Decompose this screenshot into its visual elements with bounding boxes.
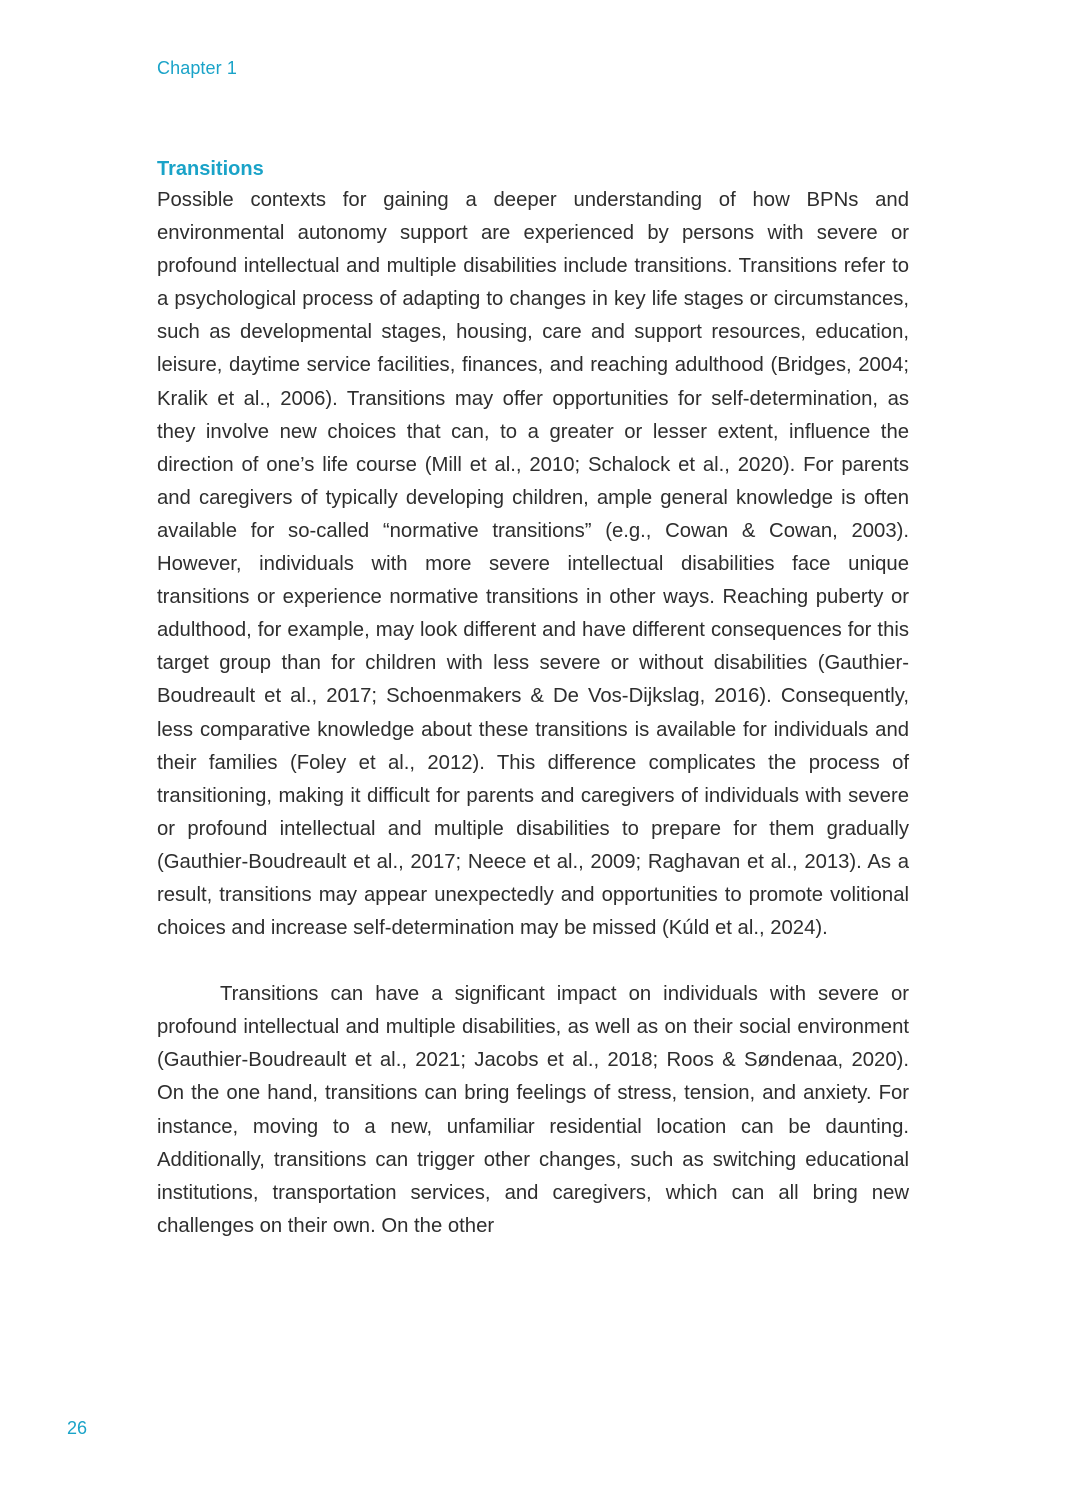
body-paragraph-1: Possible contexts for gaining a deeper understanding of how BPNs and environmental autonomy support are experienced by persons with severe or profound intellectual and multiple disabilities include transitions. Transitions refer to a psychological process of adapting to changes in key life stages or circumstances, such as developmental stages, housing, care and support resources, education, leisure, daytime service facilities, finances, and reaching adulthood (Bridges, 2004; Kralik et al., 2006). Transitions may offer opportunities for self-determination, as they involve new choices that can, to a greater or lesser extent, influence the direction of one’s life course (Mill et al., 2010; Schalock et al., 2020). For parents and caregivers of typically developing children, ample general knowledge is often available for so-called “normative transitions” (e.g., Cowan & Cowan, 2003). However, individuals with more severe intellectual disabilities face unique transitions or experience normative transitions in other ways. Reaching puberty or adulthood, for example, may look different and have different consequences for this target group than for children with less severe or without disabilities (Gauthier-Boudreault et al., 2017; Schoenmakers & De Vos-Dijkslag, 2016). Consequently, less comparative knowledge about these transitions is available for individuals and their families (Foley et al., 2012). This difference complicates the process of transitioning, making it difficult for parents and caregivers of individuals with severe or profound intellectual and multiple disabilities to prepare for them gradually (Gauthier-Boudreault et al., 2017; Neece et al., 2009; Raghavan et al., 2013). As a result, transitions may appear unexpectedly and opportunities to promote volitional choices and increase self-determination may be missed (Kúld et al., 2024). [157, 189, 909, 940]
page-number: 26 [67, 1418, 88, 1438]
section-heading: Transitions [157, 158, 264, 180]
running-header-chapter: Chapter 1 [157, 58, 237, 78]
page-content [157, 154, 909, 1243]
body-paragraph-2: Transitions can have a significant impact on individuals with severe or profound intellectual and multiple disabilities, as well as on their social environment (Gauthier-Boudreault et al., 2021; Jacobs et al., 2018; Roos & Søndenaa, 2020). On the one hand, transitions can bring feelings of stress, tension, and anxiety. For instance, moving to a new, unfamiliar residential location can be daunting. Additionally, transitions can trigger other changes, such as switching educational institutions, transportation services, and caregivers, which can all bring new challenges on their own. On the other [157, 983, 909, 1237]
